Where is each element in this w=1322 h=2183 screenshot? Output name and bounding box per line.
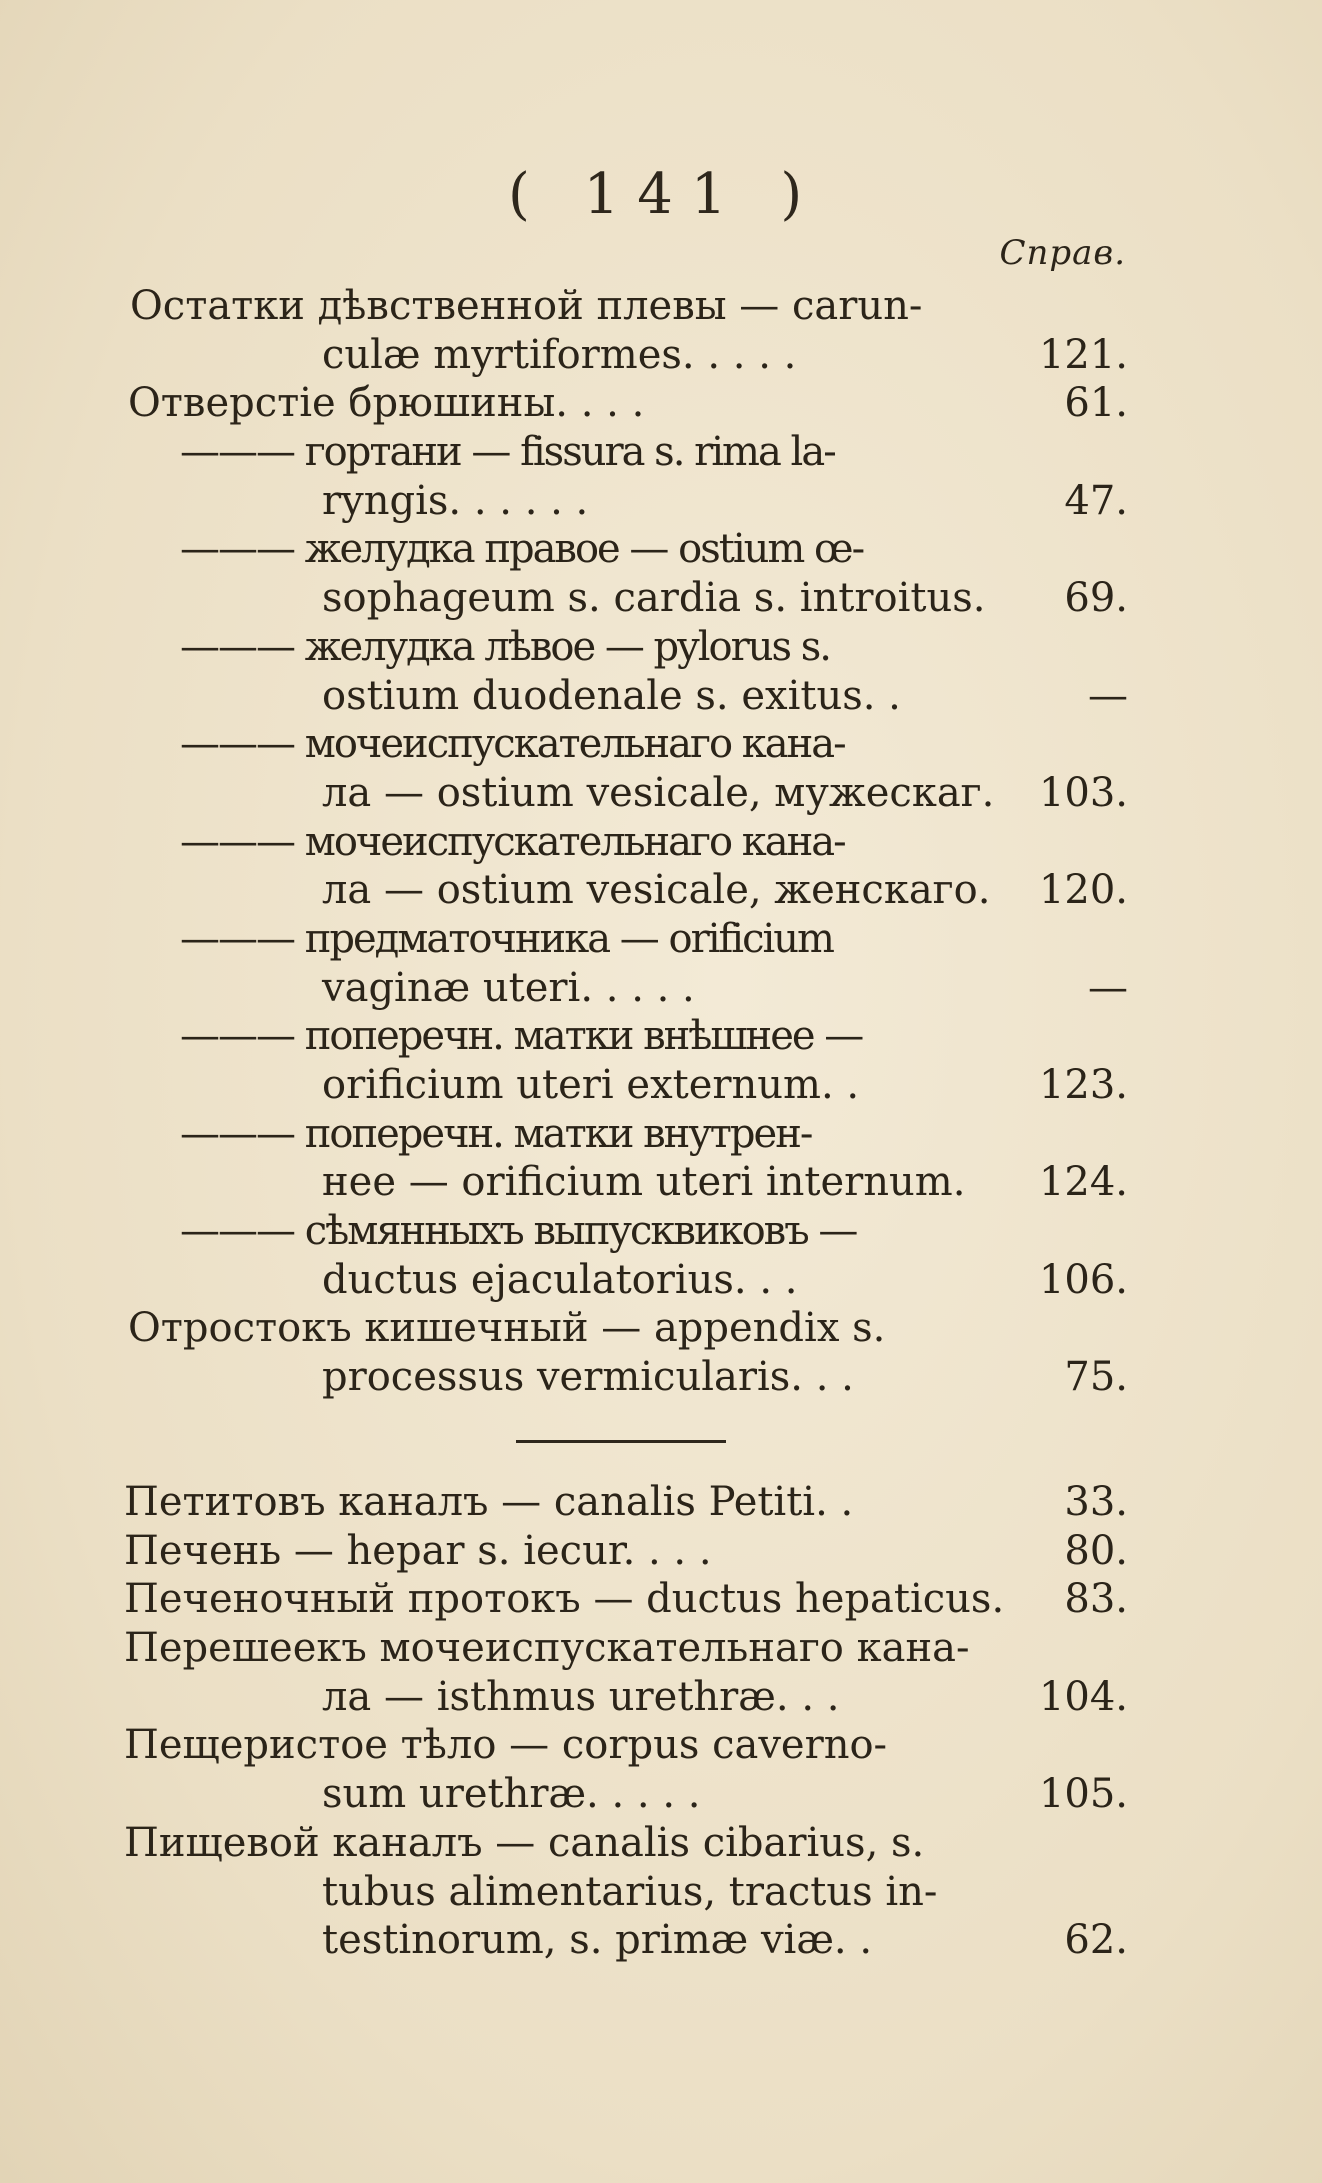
index-line: [180, 1110, 1010, 1159]
index-line: [130, 282, 1010, 331]
index-line-text: Пищевой каналъ — canalis cibarius, s.: [124, 1819, 925, 1866]
index-page-ref: 124.: [1038, 1159, 1128, 1206]
index-line-text: ostium duodenale s. exitus. .: [322, 672, 901, 719]
index-page-ref: —: [1088, 964, 1128, 1011]
index-page-ref: 80.: [1064, 1527, 1128, 1574]
index-line: [180, 428, 1010, 477]
index-line: [128, 379, 1128, 428]
index-line-text: vaginæ uteri. . . . .: [322, 964, 695, 1011]
index-entries-o: [0, 282, 1322, 1402]
index-line-text: ла — ostium vesicale, мужескаг.: [322, 769, 995, 816]
index-line-text: ductus ejaculatorius. . .: [322, 1256, 798, 1303]
index-line: [124, 1721, 1014, 1770]
index-line-text: testinorum, s. primæ viæ. .: [322, 1917, 873, 1964]
index-line-text: Печень — hepar s. iecur. . . .: [124, 1527, 712, 1574]
index-line-text: ——— поперечн. матки внутрен-: [180, 1110, 812, 1157]
index-line: [322, 866, 1128, 915]
index-page-ref: 105.: [1038, 1771, 1128, 1818]
index-line-text: sum urethræ. . . . .: [322, 1771, 701, 1818]
index-page-ref: 120.: [1038, 867, 1128, 914]
index-line: [322, 331, 1128, 380]
index-line: [322, 1158, 1128, 1207]
index-line-text: ——— предматочника — orificium: [180, 915, 833, 962]
index-line: [322, 964, 1128, 1013]
index-line-text: Пещеристое тѣло — corpus caverno-: [124, 1722, 888, 1769]
index-page-ref: 69.: [1064, 575, 1128, 622]
index-line: [322, 1770, 1128, 1819]
index-line-text: orificium uteri externum. .: [322, 1062, 860, 1108]
index-page-ref: 121.: [1038, 331, 1128, 378]
index-line-text: Печеночный протокъ — ductus hepaticus.: [124, 1576, 1005, 1623]
index-line: [322, 1868, 1012, 1917]
index-line-text: ла — isthmus urethræ. . .: [322, 1673, 840, 1720]
index-line: [124, 1527, 1128, 1576]
index-line-text: sophageum s. cardia s. introitus.: [322, 575, 986, 622]
index-line: [322, 1916, 1128, 1965]
index-line: [180, 623, 1010, 672]
index-page-ref: 47.: [1064, 477, 1128, 524]
index-line: [322, 769, 1128, 818]
index-line: [180, 818, 1010, 867]
section-divider: [516, 1440, 726, 1443]
index-line-text: ——— желудка лѣвое — pylorus s.: [180, 623, 830, 670]
index-line-text: ——— сѣмянныхъ выпусквиковъ —: [180, 1208, 857, 1255]
index-page-ref: 61.: [1064, 380, 1128, 427]
index-line: [322, 1673, 1128, 1722]
index-line-text: Отростокъ кишечный — appendix s.: [128, 1305, 886, 1352]
index-entries-p: [0, 1478, 1322, 1965]
index-page-ref: 75.: [1064, 1354, 1128, 1401]
index-line: [322, 672, 1128, 721]
page-number: ( 141 ): [508, 162, 821, 227]
index-line-text: ryngis. . . . . .: [322, 477, 589, 524]
index-line-text: ——— поперечн. матки внѣшнее —: [180, 1013, 863, 1060]
index-line: [180, 720, 1010, 769]
index-line-text: ла — ostium vesicale, женскаго.: [322, 867, 991, 914]
index-line: [322, 574, 1128, 623]
index-page-ref: 83.: [1064, 1576, 1128, 1623]
index-line: [180, 1012, 1010, 1061]
index-line-text: нее — orificium uteri internum.: [322, 1159, 966, 1206]
index-page-ref: 104.: [1038, 1673, 1128, 1720]
index-line: [180, 915, 1010, 964]
index-line-text: ——— гортани — fissura s. rima la-: [180, 429, 835, 476]
index-line-text: ——— мочеиспускательнаго кана-: [180, 721, 845, 768]
index-page-ref: 103.: [1038, 769, 1128, 816]
index-line: [124, 1819, 1014, 1868]
index-line: [322, 1061, 1128, 1110]
index-line: [124, 1575, 1128, 1624]
index-line: [124, 1478, 1128, 1527]
index-line-text: tubus alimentarius, tractus in-: [322, 1868, 938, 1915]
index-line: [322, 1256, 1128, 1305]
index-line: [128, 1304, 1008, 1353]
index-line: [180, 1207, 1010, 1256]
index-page-ref: 123.: [1038, 1062, 1128, 1108]
index-line-text: Отверстіе брюшины. . . .: [128, 380, 645, 427]
index-line: [322, 477, 1128, 526]
index-line-text: processus vermicularis. . .: [322, 1354, 854, 1401]
index-line: [180, 525, 1010, 574]
index-line-text: ——— желудка правое — ostium œ-: [180, 526, 864, 573]
index-line-text: ——— мочеиспускательнаго кана-: [180, 818, 845, 865]
index-page-ref: —: [1088, 672, 1128, 719]
index-line-text: Перешеекъ мочеиспускательнаго кана-: [124, 1625, 970, 1672]
index-page-ref: 106.: [1038, 1256, 1128, 1303]
index-line: [124, 1624, 1014, 1673]
page-ref-column-header: Справ.: [999, 233, 1126, 273]
index-page-ref: 33.: [1064, 1479, 1128, 1525]
index-line-text: Остатки дѣвственной плевы — carun-: [130, 283, 923, 329]
index-line-text: culæ myrtiformes. . . . .: [322, 331, 797, 378]
index-page-ref: 62.: [1064, 1917, 1128, 1964]
index-line-text: Петитовъ каналъ — canalis Petiti. .: [124, 1479, 854, 1525]
index-line: [322, 1353, 1128, 1402]
